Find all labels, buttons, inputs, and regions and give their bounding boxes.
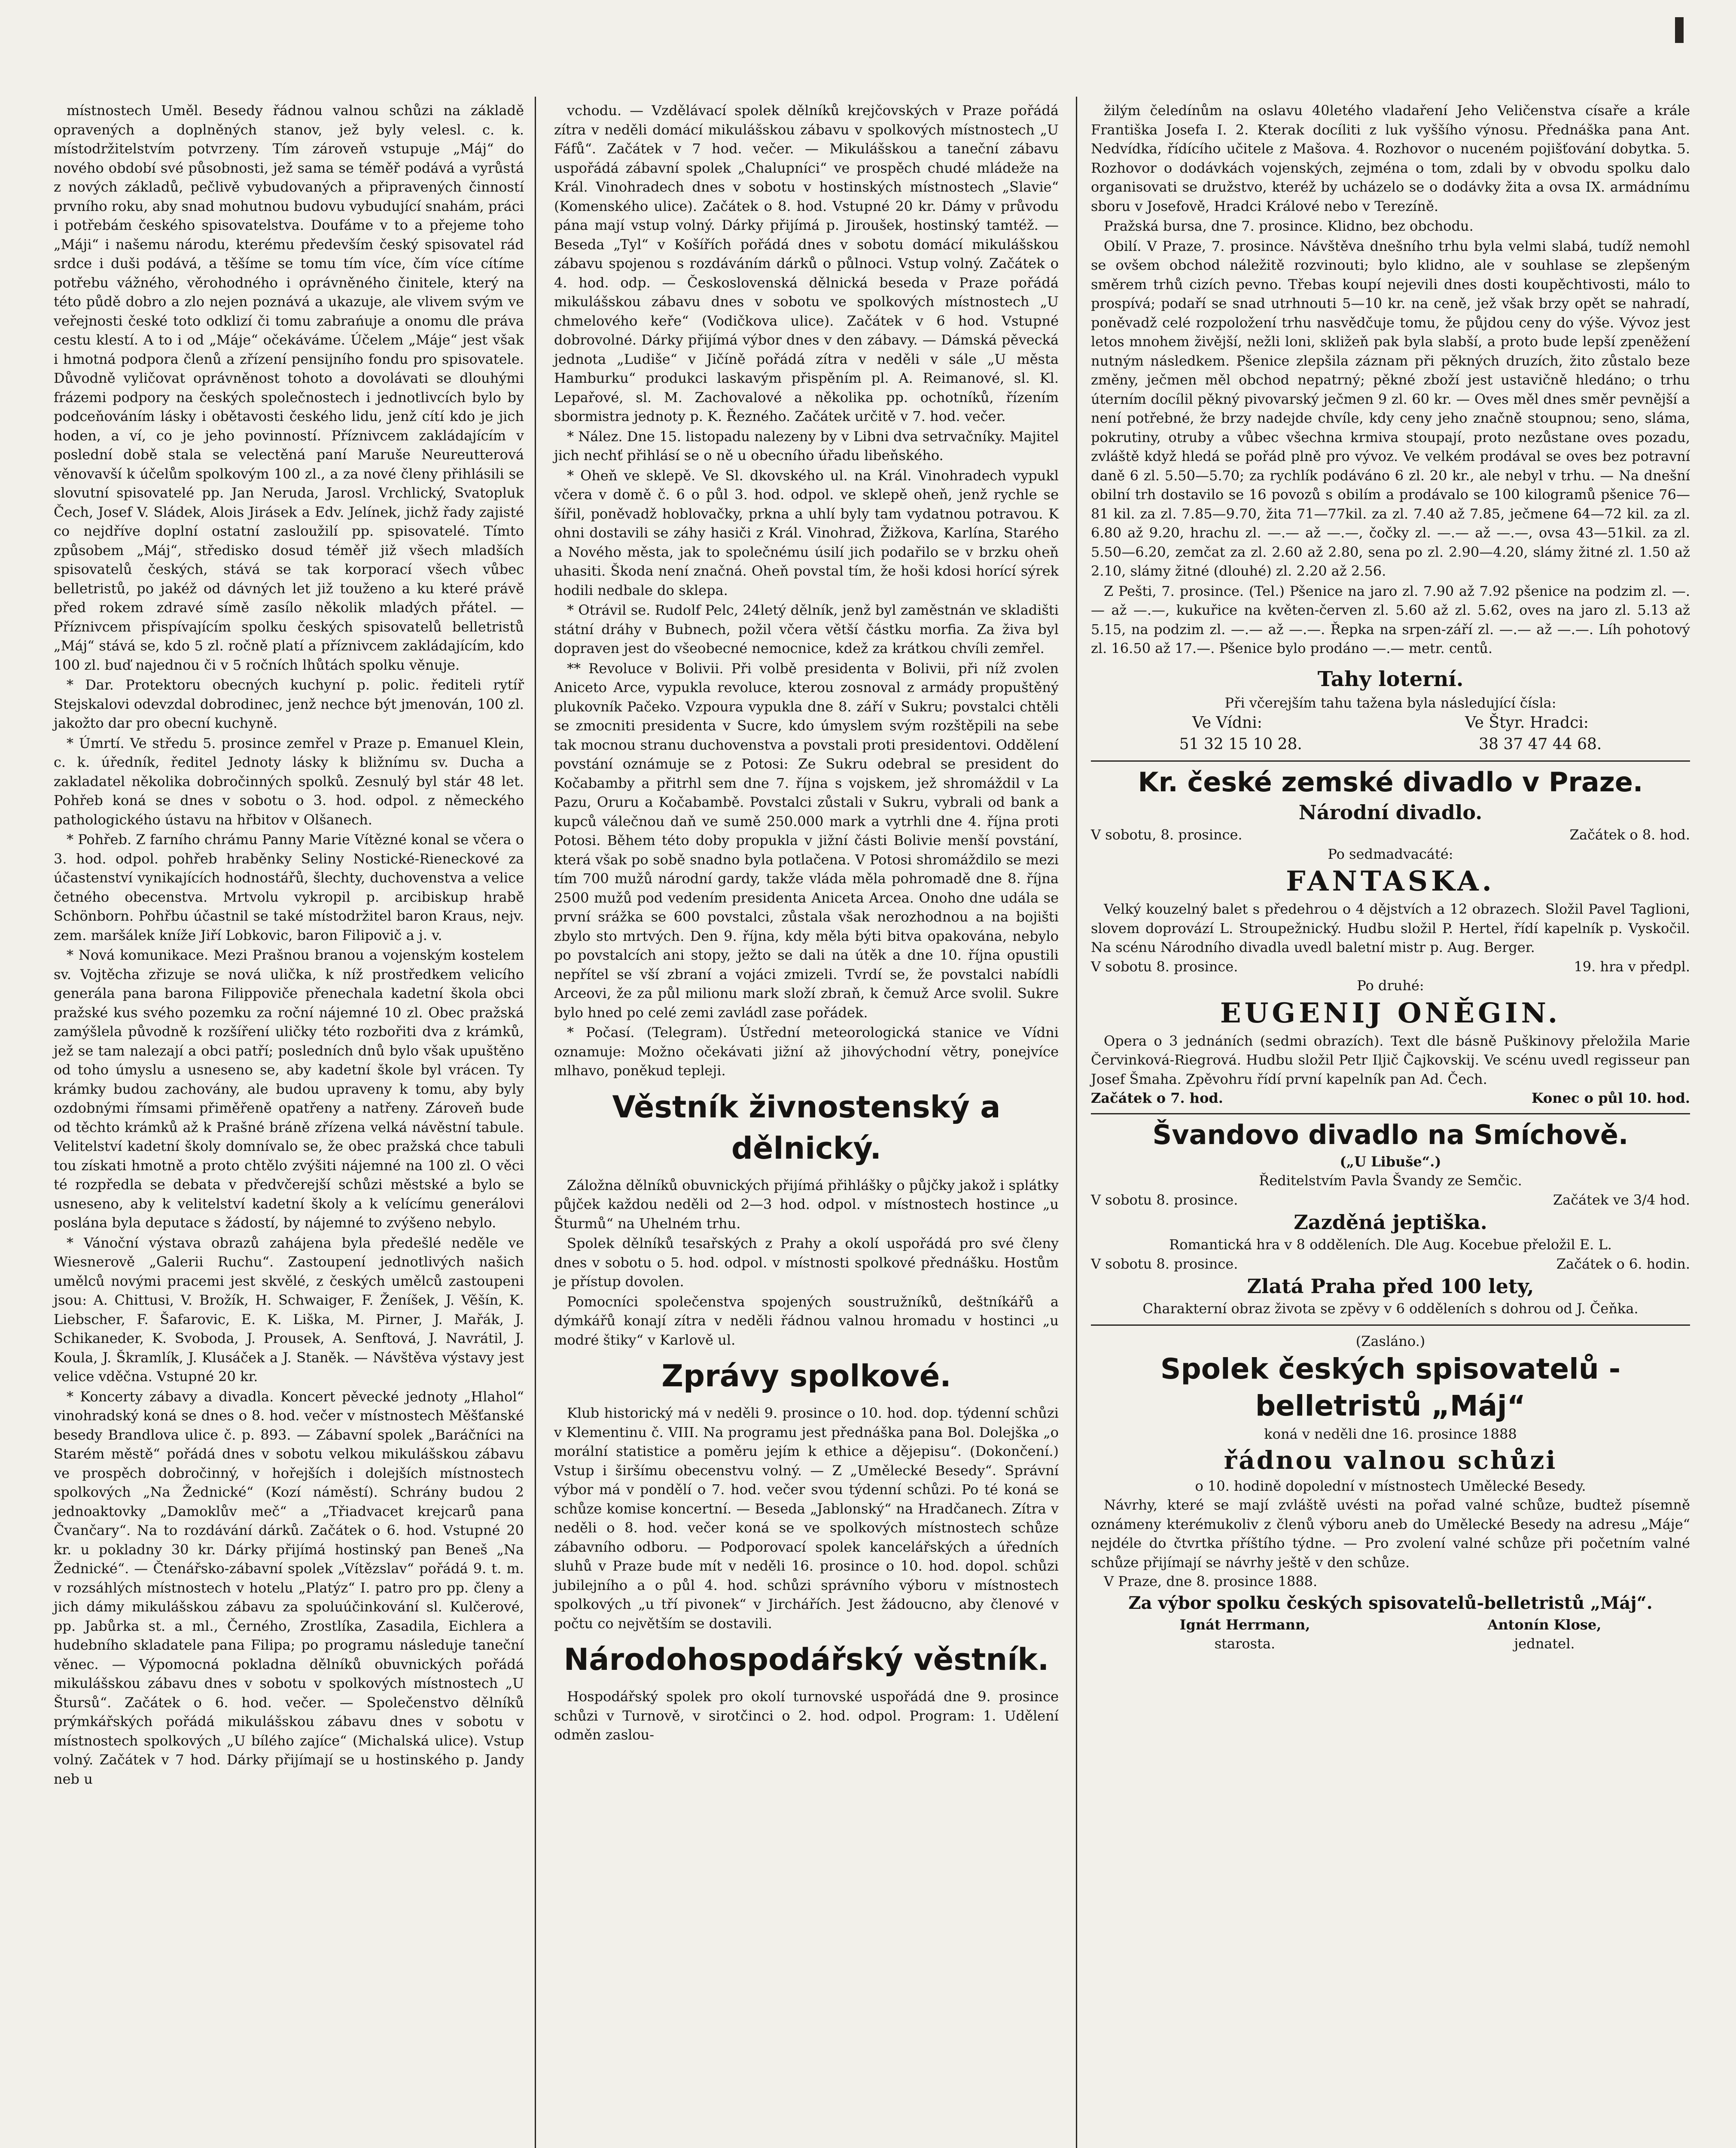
signature-name: Antonín Klose, [1487,1616,1602,1633]
notice-place-date: V Praze, dne 8. prosince 1888. [1104,1573,1318,1590]
theatre-svanda [1091,1113,1690,1318]
page-edge-mark [1675,17,1684,43]
theatre-national [1091,760,1690,1108]
theatre-director: Ředitelstvím Pavla Švandy ze Semčic. [1259,1172,1522,1189]
show-start: Začátek ve 3/4 hod. [1553,1191,1690,1208]
play-title: Zlatá Praha před 100 lety, [1247,1275,1534,1298]
show-date: V sobotu 8. prosince. [1091,1191,1238,1208]
theatre-heading: Kr. české zemské divadlo v Praze. [1091,760,1690,799]
lottery-intro: Při včerejším tahu tažena byla následující čísla: [1224,694,1556,711]
show-date: V sobotu 8. prosince. [1091,958,1238,975]
show-end: Konec o půl 10. hod. [1531,1090,1690,1106]
article-donation: * Dar. Protektoru obecných kuchyní p. polic. řediteli rytíř Stejskalovi odevzdal dobrodinec, jenž nechce být jmenován, 100 zl. jakožto dar pro obecní kuchyně. [54,677,524,731]
show-date-row [1091,825,1690,845]
play-description: Romantická hra v 8 odděleních. Dle Aug. Kocebue přeložil E. L. [1169,1236,1612,1253]
play-title: FANTASKA. [1286,865,1495,897]
lottery-vienna-label: Ve Vídni: [1192,714,1262,732]
notice-signatures [1091,1615,1690,1654]
section-heading-economy: Národohospodářský věstník. [563,1642,1049,1677]
column-rule [535,97,536,2148]
show-date-row [1091,1190,1690,1210]
play-title: EUGENIJ ONĚGIN. [1220,997,1561,1029]
theatre-subheading: („U Libuše“.) [1340,1153,1441,1170]
show-run-number: Po druhé: [1357,977,1424,994]
signature-secretary [1488,1615,1602,1654]
article-new-street: * Nová komunikace. Mezi Prašnou branou a vojenským kostelem sv. Vojtěcha zřizuje se nová ulička, k níž prostředkem velicího generála pana barona Filippoviče přenechala kadetní škola obci pražské kus svého pozemku za roční nájemné 10 zl. Obec pražská zamýšlela původně k rozšíření uličky této rozbořiti dva z krámků, jež se tam nalezají a obci patří; posledních dnů bylo však upuštěno od toho úmyslu a usneseno se, aby kadetní škole byl vrácen. Ty krámky budou zachovány, ale budou upraveny k tomu, aby byly ozdobnými římsami přiměřeně opatřeny a natřeny. Zároveň bude od těchto krámků až k Prašné bráně zřízena velká návěstní tabule. Velitelství kadetní školy domnívalo se, že obec pražská chce tabuli tou získati hmotně a proto chtělo zvýšiti nájemné na 100 zl. O věci té rozpředla se debata v předvčerejší schůzi městské a bylo se usneseno, aby k velitelství kadetní školy a k velícímu generálovi poslána byla deputace s žádostí, by nájemné to zvýšeno nebylo. [54,947,524,1231]
show-begin: Začátek o 7. hod. [1091,1090,1223,1106]
section-heading-trade: Věstník živnostenský a dělnický. [612,1089,1001,1166]
article-bolivia-revolution: ** Revoluce v Bolivii. Při volbě presidenta v Bolivii, při níž zvolen Aniceto Arce, vypukla revoluce, kterou zosnoval z armády propuštěný plukovník Pačeko. Vzpoura vypukla dne 8. září v Sukru; povstalci chtěli se zmocniti presidenta v Sucre, kdo úmyslem svým rozštěpili na sebe tak mocnou stranu duchovenstva a povstali proti presidentovi. Oddělení povstání oznámuje se z Potosi: Ze Sukru odebral se president do Kočabamby a přitrhl sem dne 7. října s vojskem, jež shromáždil v La Pazu, Oruru a Kočabambě. Povstalci zůstali v Sukru, vybrali od bank a kupců válečnou daň ve sumě 250.000 mark a vytrhli dne 4. října proti Potosi. Během této doby propukla v jižní části Bolivie menší povstání, která však po sobě snadno byla potlačena. V Potosi shromáždilo se mezi tím 700 mužů národní gardy, takže vláda měla pohromadě dne 8. října 2500 mužů pod vedením presidenta Aniceta Arcea. Onoho dne udála se první srážka se 600 povstalci, zůstala však nerozhodnou a na bojišti zbylo sto mrtvých. Den 9. října, kdy měla býti bitva opakována, nebylo po povstalcích ani stopy, ježto se dali na útěk a dne 10. října opustili nepřítel se vší zbraní a vojáci zmizeli. Tvrdí se, že povstalci nabídli Arceovi, že za půl milionu mark složí zbraň, k čemuž Arce svolil. Sukre bylo hned po celé zemi zavládl zase pořádek. [554,660,1059,1021]
show-run-number: Po sedmadvacáté: [1328,845,1453,862]
show-date: V sobotu, 8. prosince. [1091,827,1243,843]
signature-chairman [1180,1615,1310,1654]
theatre-heading: Švandovo divadlo na Smíchově. [1091,1113,1690,1152]
notice-tag: (Zasláno.) [1355,1333,1425,1349]
show-start: Začátek o 6. hodin. [1556,1255,1690,1272]
column-middle [554,101,1059,1745]
article-grain-market: Obilí. V Praze, 7. prosince. Návštěva dnešního trhu byla velmi slabá, tudíž nemohl se ovšem obchod náležitě rozvinouti; bylo klidno, ale v souhlase se zlepšeným směrem trhů cizích pevno. Třebas koupí nejevili dnes dosti koupěchtivosti, málo to prospívá; podaří se snad utrhnouti 5—10 kr. na ceně, jež však brzy opět se nahradí, poněvadž celé rozpoložení trhu nasvědčuje tomu, že půjdou ceny do výše. Vývoz jest letos mnohem živější, nežli loni, skližeň pak byla slabší, a proto bude lepší zpeněžení nutným následkem. Pšenice zlepšila záznam při pěkných druzích, žito zůstalo beze změny, ječmen měl obchod nepatrný; pěkné zboží jest ustavičně hledáno; o trhu úterním docílil pěkný pivovarský ječmen 9 zl. 60 kr. — Oves měl dnes směr pevnější a není potřebné, že brzy nadejde chvíle, kdy ceny jeho značně stoupnou; seno, sláma, pokrutiny, otruby a vůbec všechna krmiva stoupají, proto nezůstane oves pozadu, zvláště když hledá se pořád plně pro vývoz. Ve velkém prodával se oves bez potravní daně 6 zl. 5.50—5.70; za rychlík podáváno 6 zl. 20 kr., ale nebyl v trhu. — Na dnešní obilní trh dostavilo se 16 povozů s obilím a prodávalo se 100 kilogramů pšenice 76—81 kil. za zl. 7.85—9.70, žita 71—77kil. za zl. 7.40 až 7.85, ječmene 64—72 kil. za zl. 6.80 až 9.20, hrachu zl. —.— až —.—, čočky zl. —.— až —.—, ovsa 43—51kil. za zl. 5.50—6.20, zemčat za zl. 2.60 až 2.80, sena po zl. 2.90—4.20, slámy žitné zl. 1.50 až 2.10, slámy žitné (dlouhé) zl. 2.20 až 2.56. [1091,238,1690,579]
lottery-labels [1091,712,1690,734]
maj-notice [1091,1332,1690,1654]
notice-date-line: koná v neděli dne 16. prosince 1888 [1264,1426,1517,1442]
show-date: V sobotu 8. prosince. [1091,1255,1238,1272]
article-concerts: * Koncerty zábavy a divadla. Koncert pěvecké jednoty „Hlahol“ vinohradský koná se dnes o 8. hod. večer v místnostech Měšťanské besedy Brandlova ulice č. p. 893. — Zábavní spolek „Baráčníci na Starém městě“ pořádá dnes v sobotu velkou mikulášskou zábavu ve prospěch dobročinný, v hořejších i dolejších místnostech spolkových „Na Žednické“ (Kozí náměstí). Schrány budou 2 jednoaktovky „Damoklův meč“ a „Třiadvacet krejcarů pana Čvančary“. Na to rozdávání dárků. Začátek o 6. hod. Vstupné 20 kr. u pokladny 30 kr. Dárky přijímá hostinský pan Beneš „Na Žednické“. — Čtenářsko-zábavní spolek „Vítězslav“ pořádá 9. t. m. v rozsáhlých místnostech v hotelu „Platýz“ I. patro pro pp. členy a jich dámy mikulášskou zábavu za spoluúčinkování sl. Kulčerové, pp. Jabůrka st. a ml., Černého, Zrostlíka, Zasadila, Eichlera a hudebního skladatele pana Filipa; po programu následuje taneční věnec. — Výpomocná pokladna dělníků obuvnických pořádá mikulášskou zábavu dnes v sobotu v spolkových místnostech „U Štursů“. Začátek o 6. hod. večer. — Společenstvo dělníků prýmkářských pořádá mikulášskou zábavu dnes v sobotu v místnostech spolkových „U bílého zajíce“ (Michalská ulice). Vstup volný. Začátek v 7 hod. Dárky přijímají se u hostinského p. Jandy neb u [54,1388,524,1787]
lottery-numbers [1091,734,1690,755]
signature-role: jednatel. [1514,1635,1575,1652]
notice-committee: Za výbor spolku českých spisovatelů-belletristů „Máj“. [1128,1593,1653,1613]
article-trade: Pomocníci společenstva spojených soustružníků, deštníkářů a dýmkářů konají zítra v neděli řádnou valnou hromadu v hostinci „u modré štiky“ v Karlově ul. [554,1293,1059,1348]
article-pest-market: Z Pešti, 7. prosince. (Tel.) Pšenice na jaro zl. 7.90 až 7.92 pšenice na podzim zl. —.— až —.—, kukuřice na květen-červen zl. 5.60 až zl. 5.62, oves na jaro zl. 5.13 až 5.15, na podzim zl. —.— až —.—. Řepka na srpen-září zl. —.— až —.—. Líh pohotový zl. 16.50 až 17.—. Pšenice bylo prodáno —.— metr. centů. [1091,583,1690,656]
show-date-row [1091,1254,1690,1274]
article-entertainment-cont: vchodu. — Vzdělávací spolek dělníků krejčovských v Praze pořádá zítra v neděli domácí mikulášskou zábavu v spolkových místnostech „U Fáfů“. Začátek v 7 hod. večer. — Mikulášskou a taneční zábavu uspořádá zábavní spolek „Chalupníci“ ve prospěch chudé mládeže na Král. Vinohradech dnes v sobotu v hostinských místnostech „Slavie“ (Komenského ulice). Začátek o 8. hod. Vstupné 20 kr. Dámy v průvodu pána mají vstup volný. Dárky přijímá p. Jiroušek, hostinský tamtéž. — Beseda „Tyl“ v Košířích pořádá dnes v sobotu domácí mikulášskou zábavu spojenou s rozdáváním dárků o půlnoci. Vstup volný. Začátek o 4. hod. odp. — Československá dělnická beseda v Praze pořádá mikulášskou zábavu dnes v sobotu ve spolkových místnostech „U chmelového keře“ (Vodičkova ulice). Začátek v 6 hod. Vstupné dobrovolné. Dárky přijímá výbor dnes v den zábavy. — Dámská pěvecká jednota „Ludiše“ v Jičíně pořádá zítra v neděli v sále „U města Hamburku“ produkci laskavým přispěním pl. A. Reimanové, sl. Kl. Lepařové, sl. M. Zachovalové a několika pp. ochotníků, řízením sbormistra jednoty p. K. Řezného. Začátek určitě v 7. hod. večer. [554,102,1059,424]
signature-role: starosta. [1214,1635,1276,1652]
play-title: Zazděná jeptiška. [1294,1211,1487,1234]
signature-name: Ignát Herrmann, [1179,1616,1310,1633]
lottery-hradec-numbers: 38 37 47 44 68. [1479,735,1602,753]
article-trade: Záložna dělníků obuvnických přijímá přihlášky o půjčky jakož i splátky půjček každou neděli od 2—3 hod. odpol. v místnostech hostince „u Šturmů“ na Uhelném trhu. [554,1177,1059,1232]
article-trade: Spolek dělníků tesařských z Prahy a okolí uspořádá pro své členy dnes v sobotu o 5. hod. odpol. v místnosti spolkové přednášku. Hostům je přístup dovolen. [554,1235,1059,1290]
article-poisoning: * Otrávil se. Rudolf Pelc, 24letý dělník, jenž byl zaměstnán ve skladišti státní dráhy v Bubnech, požil včera větší částku morfia. Za živa byl dopraven jest do všeobecné nemocnice, kdež za krátkou chvíli zemřel. [554,602,1059,656]
article-cellar-fire: * Oheň ve sklepě. Ve Sl. dkovského ul. na Král. Vinohradech vypukl včera v domě č. 6 o půl 3. hod. odpol. ve sklepě oheň, jenž rychle se šířil, poněvadž hoblovačky, prkna a uhlí byly tam vydatnou potravou. K ohni dostavili se záhy hasiči z Král. Vinohrad, Žižkova, Karlína, Starého a Nového města, jak to společnému úsilí jich podařilo se v brzku oheň uhasiti. Škoda není značná. Oheň povstal tím, že hoši kdosi horící sýrek hodili nedbale do sklepa. [554,467,1059,598]
show-times-row [1091,1089,1690,1108]
article-death: * Úmrtí. Ve středu 5. prosince zemřel v Praze p. Emanuel Klein, c. k. úředník, ředitel Jednoty lásky k bližnímu sv. Ducha a zakladatel několika dobročinných spolků. Zesnulý byl stár 48 let. Pohřeb koná se dnes v sobotu o 3. hod. odpol. z německého pathologického ústavu na hřbitov v Olšanech. [54,735,524,828]
article-maj-meeting: místnostech Uměl. Besedy řádnou valnou schůzi na základě opravených a doplněných stanov, jež byly velesl. c. k. místodržitelstvím potvrzeny. Tím zároveň vstupuje „Máj“ do nového období své působnosti, jež sama se téměř podává a vyrůstá z nových základů, pečlivě vybudovaných a připravených činností prvního roku, aby snad mohutnou budovu vybudující snahám, práci i potřebám českého spisovatelstva. Doufáme v to a přejeme toho „Máji“ i našemu národu, kterému především český spisovatel rád srdce i duši podává, a těšíme se tomu tím více, čím více cítíme potřebu vážného, věrohodného i oprávněného činitele, který na této půdě dobro a zlo nejen poznává a ukazuje, ale vlivem svým ve veřejnosti české toto odklizí či tomu zabrańuje a onomu dle práva cestu klestí. A to i od „Máje“ očekáváme. Účelem „Máje“ jest však i hmotná podpora členů a zřízení pensijního fondu pro spisovatele. Důvodně vyličovat oprávněnost tohoto a dovolávati se dlouhými frázemi podpory na českých společnostech i jednotlivcích bylo by podceňováním lásky i obětavosti českého lidu, jenž cítí kdo je jich hoden, a ví, co je jeho povinností. Příznivcem zakládajícím v poslední době stala se velectěná paní Maruše Neureutterová věnovavší k účelům spolkovým 100 zl., a za nové členy přihlásili se slovutní spisovatelé pp. Jan Neruda, Jarosl. Vrchlický, Svatopluk Čech, Josef V. Sládek, Alois Jirásek a Edv. Jelínek, jichž řady zajisté co nejdříve doplní ostatní zasloužilí pp. spisovatelé. Tímto způsobem „Máj“, středisko dosud téměř již všech mladších spisovatelů českých, stává se tak korporací všech vůbec belletristů, po jakéž od dávných let již touženo a ku které právě před rokem zdravé símě zasílo několik mladých přátel. — Příznivcem přispívajícím spolku českých spisovatelů belletristů „Máj“ stává se, kdo 5 zl. ročně platí a příznivcem zakládajícím, kdo 100 zl. buď najednou či v 5 ročních lhůtách spolku věnuje. [54,102,524,673]
show-date-row [1091,957,1690,976]
article-economy: Hospodářský spolek pro okolí turnovské uspořádá dne 9. prosince schůzi v Turnově, v sirotčinci o 2. hod. odpol. Program: 1. Udělení odměn zaslou- [554,1688,1059,1743]
play-description: Charakterní obraz života se zpěvy v 6 odděleních s dohrou od J. Čeňka. [1142,1300,1639,1317]
column-rule [1076,97,1077,2148]
show-subscription: 19. hra v předpl. [1574,958,1690,975]
notice-meeting-title: řádnou valnou schůzi [1224,1445,1557,1475]
lottery-box [1091,665,1690,756]
article-christmas-exhibition: * Vánoční výstava obrazů zahájena byla předešlé neděle ve Wiesnerově „Galerii Ruchu“. Zastoupení jednotlivých našich umělců novými pracemi jest skvělé, z českých umělců zastoupeni jsou: A. Chittusi, V. Brožík, H. Schwaiger, F. Ženíšek, J. Věšín, K. Liebscher, F. Šafarovic, E. K. Liška, M. Pirner, J. Mařák, J. Schikaneder, K. Svoboda, J. Prousek, A. Senftová, J. Navrátil, J. Koula, J. Škramlík, J. Klusáček a J. Staněk. — Návštěva výstavy jest velice vděčna. Vstupné 20 kr. [54,1234,524,1385]
lottery-hradec-label: Ve Štyr. Hradci: [1465,714,1589,732]
section-heading-societies: Zprávy spolkové. [661,1358,951,1394]
notice-body: Návrhy, které se mají zvláště uvésti na pořad valné schůze, budtež písemně oznámeny kterémukoliv z členů výboru aneb do Umělecké Besedy na adresu „Máje“ nejdéle do čtvrtka příštího týdne. — Pro zvolení valné schůze při početním valné schůze přijímají se návrhy ještě v den schůze. [1091,1497,1690,1571]
notice-heading: Spolek českých spisovatelů - belletristů „Máj“ [1160,1352,1621,1422]
column-right [1091,101,1690,1654]
column-left [54,101,524,1788]
article-stock-exchange: Pražská bursa, dne 7. prosince. Klidno, bez obchodu. [1104,218,1474,234]
article-weather: * Počasí. (Telegram). Ústřední meteorologická stanice ve Vídni oznamuje: Možno očekávati jižní až jihovýchodní větry, ponejvíce mlhavo, poněkud tepleji. [554,1024,1059,1079]
play-description: Velký kouzelný balet s předehrou o 4 dějstvích a 12 obrazech. Složil Pavel Taglioni, slovem doprovází L. Stroupežnický. Hudbu složil P. Hertel, řídí kapelník p. Vyskočil. Na scénu Národního divadla uvedl baletní mistr p. Aug. Berger. [1091,901,1690,955]
article-funeral: * Pohřeb. Z farního chrámu Panny Marie Vítězné konal se včera o 3. hod. odpol. pohřeb hraběnky Seliny Nostické-Rieneckové za účastenství vynikajících hodnostářů, šlechty, duchovenstva a velice četného obecenstva. Mrtvolu vykropil p. arcibiskup hrabě Schönborn. Pohřbu účastnil se také místodržitel baron Kraus, nejv. zem. maršálek kníže Jiří Lobkovic, baron Filipovič a j. v. [54,831,524,943]
article-found: * Nález. Dne 15. listopadu nalezeny by v Libni dva setrvačníky. Majitel jich nechť přihlásí se o ně u obecního úřadu libeňského. [554,428,1059,464]
divider [1091,1324,1690,1326]
lottery-title: Tahy loterní. [1317,667,1464,691]
play-description: Opera o 3 jednáních (sedmi obrazích). Text dle básně Puškinovy přeložila Marie Červinková-Riegrová. Hudbu složil Petr Iljič Čajkovskij. Ve scénu uvedl regisseur pan Josef Šmaha. Zpěvohru řídí první kapelník pan Ad. Čech. [1091,1032,1690,1087]
lottery-vienna-numbers: 51 32 15 10 28. [1179,735,1302,753]
theatre-subheading: Národní divadlo. [1298,801,1483,824]
article-societies: Klub historický má v neděli 9. prosince o 10. hod. dop. týdenní schůzi v Klementinu č. VIII. Na programu jest přednáška pana Bol. Dolejška „o morální statistice a poměru jejím k ethice a dějepisu“. (Dokončení.) Vstup i širšímu obecenstvu volný. — Z „Umělecké Besedy“. Správní výbor má v pondělí o 7. hod. večer svou týdenní schůzi. Po té koná se schůze komise koncertní. — Beseda „Jablonský“ na Hradčanech. Zítra v neděli o 8. hod. večer koná se ve spolkových místnostech schůze zábavního odboru. — Podporovací spolek kancelářských a úředních sluhů v Praze bude mít v neděli 16. prosince o 10. hod. dopol. schůzi jubilejního a o půl 4. hod. schůzi správního výboru v místnostech spolkových „u tří pivonek“ v Jirchářích. Jest žádoucno, aby členové v počtu co největším se dostavili. [554,1405,1059,1632]
show-start: Začátek o 8. hod. [1569,827,1690,843]
notice-place-line: o 10. hodině dopolední v místnostech Umělecké Besedy. [1195,1477,1586,1494]
article-economy-cont: žilým čeledínům na oslavu 40letého vladaření Jeho Veličenstva císaře a krále Františka Josefa I. 2. Kterak docíliti z luk vyššího výnosu. Přednáška pana Ant. Nedvídka, řídícího učitele z Mašova. 4. Rozhovor o nuceném pojišťování dobytka. 5. Rozhovor o dodávkách vojenských, zejména o tom, zdali by v obvodu spolku dalo organisovati se družstvo, kteréž by ucházelo se o dodávky žita a ovsa IX. armádnímu sboru v Josefově, Hradci Králové nebo v Terezíně. [1091,102,1690,214]
